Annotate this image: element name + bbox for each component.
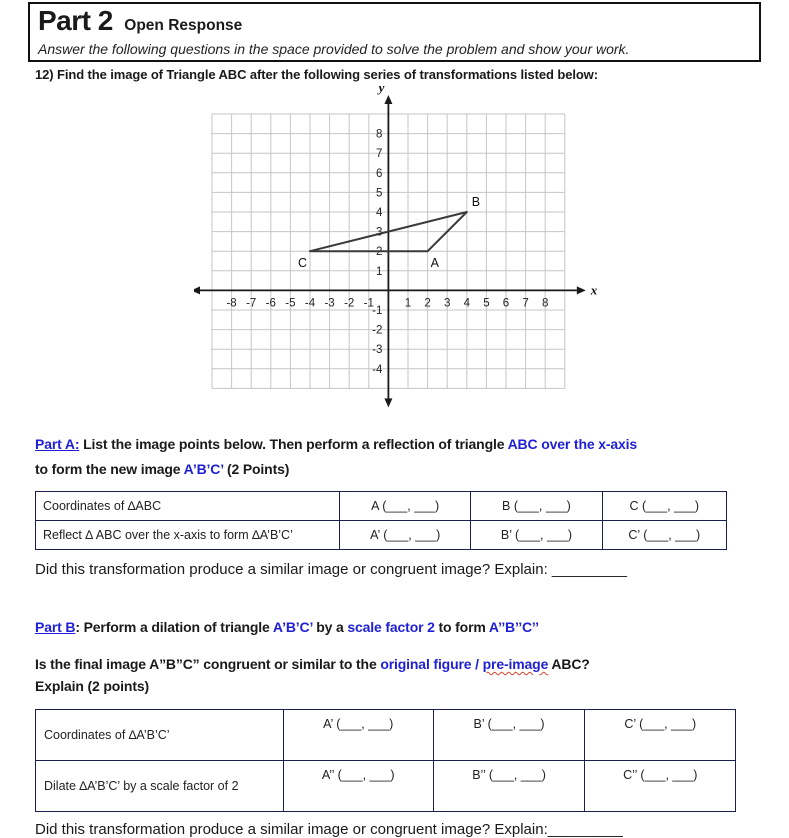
text-segment: List the image points below. Then perform a reflection of triangle [79,436,508,452]
y-tick-label: -4 [372,363,383,376]
y-tick-label: 1 [375,265,383,278]
y-tick-label: 6 [375,167,383,180]
section-title: Part 2 [38,5,113,36]
answer-blank-a[interactable]: A (___, ___) [340,492,471,521]
x-tick-label: -5 [285,297,296,310]
text-segment: A’B’C’ [272,619,313,635]
x-tick-label: -2 [344,297,355,310]
x-tick-label: 7 [522,297,529,310]
row-label-coordinates-abc: Coordinates of ∆ABC [36,492,340,521]
table-row [36,710,736,761]
x-tick-label: -4 [304,297,316,310]
text-segment: A’B’C’ [183,461,224,477]
vertex-label-b: B [471,195,481,209]
text-segment: ABC? [548,656,590,672]
coordinate-grid-svg [194,84,601,415]
row-label-reflect: Reflect ∆ ABC over the x-axis to form ∆A’B’C’ [36,521,340,550]
part-b-heading [35,615,761,640]
answer-blank-b-prime[interactable]: B’ (___, ___) [471,521,602,550]
table-row [36,761,736,812]
y-tick-label: 2 [375,246,383,259]
axis-arrow-icon [384,398,392,407]
x-tick-label: 1 [404,297,412,310]
row-label-coordinates-a1b1c1: Coordinates of ∆A’B’C’ [36,710,284,761]
x-tick-label: -7 [246,297,257,310]
part-a-heading-line-2 [35,457,761,482]
y-tick-label: 7 [375,148,383,161]
answer-blank-a-prime[interactable]: A’ (___, ___) [283,710,433,761]
section-subtitle: Open Response [124,17,243,34]
text-segment: Explain (2 points) [35,678,149,694]
text-segment: Part B [35,619,76,635]
text-segment: Is the final image A”B”C” congruent or similar to the [35,656,381,672]
answer-blank-c-prime[interactable]: C’ (___, ___) [602,521,726,550]
answer-blank-b-double-prime[interactable]: B’’ (___, ___) [433,761,585,812]
text-segment: (2 Points) [223,461,290,477]
question-12-prompt: 12) Find the image of Triangle ABC after the following series of transformations listed below: [35,67,598,82]
y-tick-label: -3 [372,344,383,357]
x-tick-label: 8 [541,297,549,310]
text-segment: ABC over the x-axis [507,436,638,452]
text-segment: to form [434,619,489,635]
answer-blank-c[interactable]: C (___, ___) [602,492,726,521]
answer-blank-b-prime[interactable]: B’ (___, ___) [433,710,585,761]
answer-blank-c-prime[interactable]: C’ (___, ___) [585,710,736,761]
instructions-text: Answer the following questions in the space provided to solve the problem and show your work. [38,41,630,57]
x-tick-label: 2 [424,297,431,310]
table-row [36,492,727,521]
text-segment: Part A: [35,436,80,452]
part-b-heading-line-1 [35,615,761,640]
answer-blank-c-double-prime[interactable]: C’’ (___, ___) [585,761,736,812]
part-a-heading-line-1 [35,432,761,457]
x-tick-label: -3 [324,297,335,310]
header-title-line [38,5,751,42]
coordinate-plane [194,84,761,420]
x-tick-label: 3 [443,297,451,310]
y-tick-label: 3 [375,226,383,239]
text-segment: : Perform a dilation of triangle [75,619,273,635]
answer-blank-a-double-prime[interactable]: A’’ (___, ___) [283,761,433,812]
y-tick-label: 8 [375,128,383,141]
y-tick-label: -2 [372,324,383,337]
part-b-subheading-line-2 [35,675,761,697]
answer-blank-a-prime[interactable]: A’ (___, ___) [340,521,471,550]
y-tick-label: -1 [372,305,383,317]
part-b-subheading [35,653,761,697]
x-tick-label: 5 [483,297,490,310]
axis-arrow-icon [384,95,392,104]
x-tick-label: -1 [363,297,374,310]
part-a-explain-question: Did this transformation produce a similar image or congruent image? Explain: _________ [35,561,627,578]
text-segment: pre-image [482,656,549,672]
part-b-subheading-line-1 [35,653,761,675]
x-tick-label: 4 [463,297,471,310]
text-segment: original figure / [380,656,483,672]
axis-arrow-icon [577,286,586,294]
text-segment: to form the new image [35,461,184,477]
axis-arrow-icon [194,286,200,294]
y-axis-label: y [378,84,385,95]
x-tick-label: -6 [265,297,276,310]
row-label-dilate: Dilate ∆A’B’C’ by a scale factor of 2 [36,761,284,812]
table-row [36,521,727,550]
vertex-label-c: C [297,256,307,271]
part-a-table [35,491,727,550]
x-axis-label: x [590,282,598,298]
text-segment: scale factor 2 [347,619,435,635]
x-tick-label: 6 [502,297,510,310]
y-tick-label: 4 [375,207,383,219]
part-a-heading [35,432,761,482]
answer-blank-b[interactable]: B (___, ___) [471,492,602,521]
vertex-label-a: A [430,256,439,271]
text-segment: A’’B’’C’’ [488,619,539,635]
part-b-explain-question: Did this transformation produce a similar image or congruent image? Explain:_________ [35,821,623,838]
header-box [28,2,761,62]
x-tick-label: -8 [226,297,237,310]
text-segment: by a [312,619,348,635]
part-b-table [35,709,736,812]
y-tick-label: 5 [375,187,383,200]
